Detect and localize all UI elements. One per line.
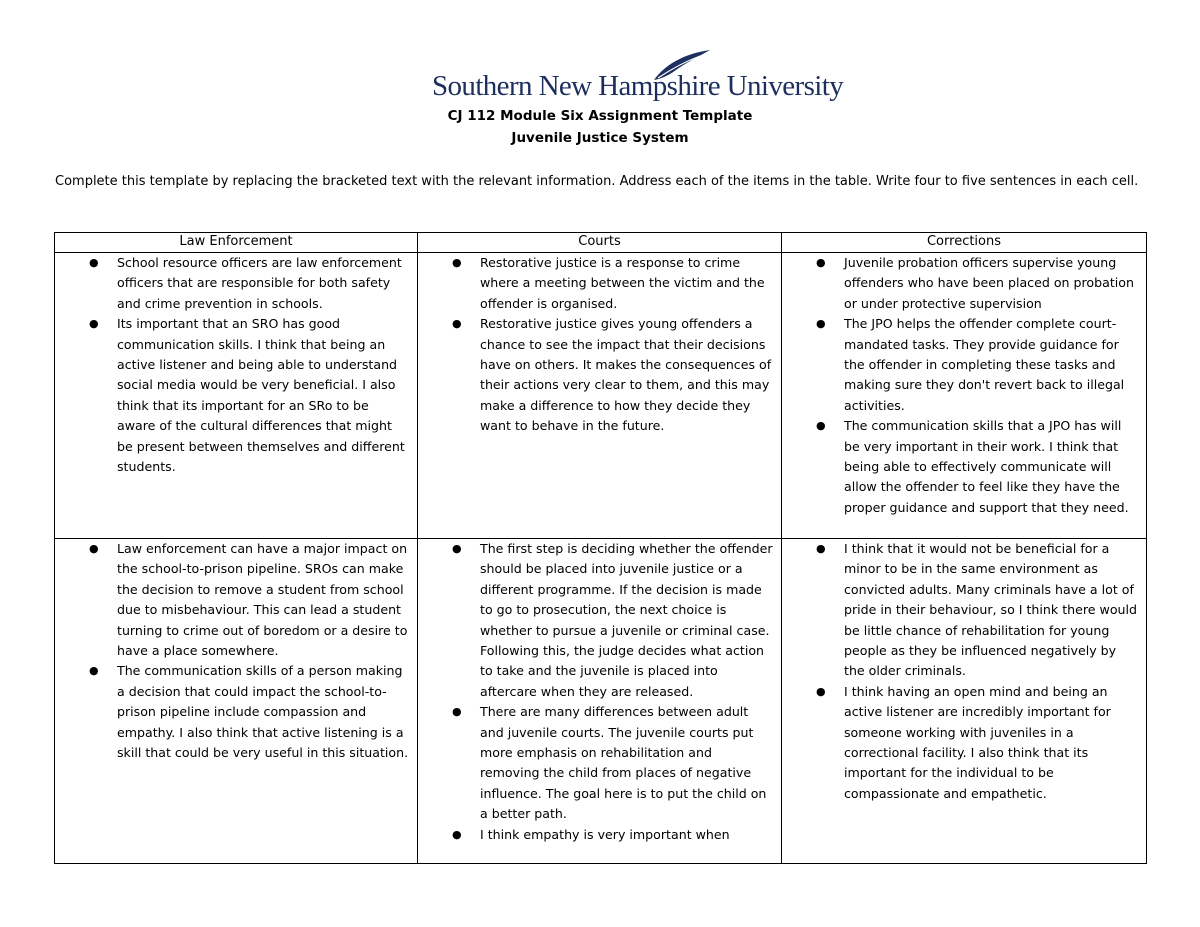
list-item (55, 314, 417, 477)
list-item (782, 253, 1146, 314)
list-item (782, 682, 1146, 804)
bullet-icon: ● (816, 684, 826, 698)
list-item (782, 539, 1146, 682)
bullet-icon: ● (452, 542, 462, 555)
column-header-corrections: Corrections (782, 233, 1147, 253)
list-item-text: Juvenile probation officers supervise young offenders who have been placed on probation or under protective supervision (844, 255, 1134, 311)
bullet-icon: ● (816, 256, 826, 269)
table-header-row (55, 233, 1147, 253)
table-cell (55, 539, 418, 864)
list-item-text: The communication skills of a person making a decision that could impact the school-to-prison pipeline include compassion and empathy. I also think that active listening is a skill that could be very useful in this situation. (117, 663, 409, 761)
bullet-icon: ● (89, 256, 99, 269)
university-logo (432, 48, 844, 104)
list-item-text: Restorative justice is a response to crime where a meeting between the victim and the offender is organised. (480, 255, 765, 311)
list-item (418, 314, 781, 436)
list-item-text: Law enforcement can have a major impact on the school-to-prison pipeline. SROs can make the decision to remove a student from school due to misbehaviour. This can lead a student turning to crime out of boredom or a desire to have a place somewhere. (117, 541, 408, 659)
bullet-list (418, 253, 781, 437)
bullet-icon: ● (89, 317, 99, 331)
table-row (55, 253, 1147, 539)
table-cell (55, 253, 418, 539)
table-cell (782, 253, 1147, 539)
bullet-list (55, 253, 417, 477)
table-cell (782, 539, 1147, 864)
bullet-icon: ● (452, 256, 462, 269)
document-title: CJ 112 Module Six Assignment Template (447, 108, 753, 124)
list-item (55, 253, 417, 314)
table-cell (418, 253, 782, 539)
bullet-icon: ● (816, 317, 826, 331)
bullet-icon: ● (89, 542, 99, 555)
bullet-list (55, 539, 417, 763)
list-item-text: There are many differences between adult and juvenile courts. The juvenile courts put more emphasis on rehabilitation and removing the child from places of negative influence. The goal here is to put the child on a better path. (480, 704, 767, 822)
list-item (782, 416, 1146, 518)
university-name: Southern New Hampshire University (432, 70, 844, 102)
bullet-list (782, 253, 1146, 518)
list-item (418, 825, 781, 845)
list-item (418, 702, 781, 824)
list-item (782, 314, 1146, 416)
list-item-text: I think empathy is very important when (480, 826, 730, 842)
bullet-icon: ● (816, 419, 826, 433)
bullet-icon: ● (452, 317, 462, 331)
list-item (55, 661, 417, 763)
list-item-text: The JPO helps the offender complete court-mandated tasks. They provide guidance for the offender in completing these tasks and making sure they don't revert back to illegal activities. (844, 316, 1125, 413)
list-item (418, 253, 781, 314)
list-item-text: I think that it would not be beneficial for a minor to be in the same environment as convicted adults. Many criminals have a lot of pride in their behaviour, so I think there would be little chance of rehabilitation for young people as they be influenced negatively by the older criminals. (844, 541, 1137, 679)
list-item-text: I think having an open mind and being an active listener are incredibly important for someone working with juveniles in a correctional facility. I also think that its important for the individual to be compassionate and empathetic. (844, 683, 1111, 801)
bullet-list (418, 539, 781, 845)
bullet-icon: ● (452, 827, 462, 841)
bullet-icon: ● (452, 705, 462, 719)
instructions-text: Complete this template by replacing the bracketed text with the relevant information. Address each of the items in the table. Write four to five sentences in each cell. (55, 174, 1139, 189)
bullet-list (782, 539, 1146, 804)
bullet-icon: ● (89, 664, 99, 678)
list-item (55, 539, 417, 661)
list-item-text: The first step is deciding whether the offender should be placed into juvenile justice or a different programme. If the decision is made to go to prosecution, the next choice is whether to pursue a juvenile or criminal case. Following this, the judge decides what action to take and the juvenile is placed into aftercare when they are released. (480, 541, 773, 699)
list-item (418, 539, 781, 702)
list-item-text: Its important that an SRO has good communication skills. I think that being an active listener and being able to understand social media would be very beneficial. I also think that its important for an SRo to be aware of the cultural differences that might be present between themselves and different students. (117, 316, 405, 475)
column-header-law-enforcement: Law Enforcement (55, 233, 418, 253)
list-item-text: School resource officers are law enforcement officers that are responsible for both safety and crime prevention in schools. (117, 255, 402, 311)
bullet-icon: ● (816, 542, 826, 555)
column-header-courts: Courts (418, 233, 782, 253)
list-item-text: Restorative justice gives young offenders a chance to see the impact that their decisions have on others. It makes the consequences of their actions very clear to them, and this may make a difference to how they decide they want to behave in the future. (480, 316, 772, 434)
document-subtitle: Juvenile Justice System (511, 130, 689, 146)
list-item-text: The communication skills that a JPO has will be very important in their work. I think that being able to effectively communicate will allow the offender to feel like they have the proper guidance and support that they need. (844, 418, 1129, 515)
table-cell (418, 539, 782, 864)
table-row (55, 539, 1147, 864)
assignment-table (54, 232, 1147, 864)
